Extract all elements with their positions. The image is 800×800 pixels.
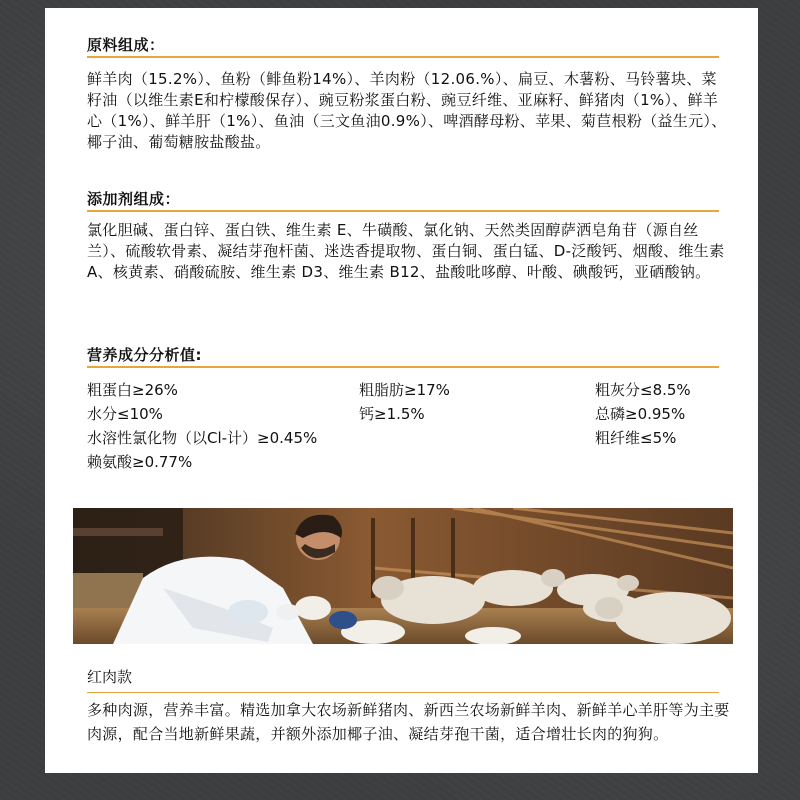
nutrition-row	[87, 403, 737, 425]
additives-text: 氯化胆碱、蛋白锌、蛋白铁、维生素 E、牛磺酸、氯化钠、天然类固醇萨洒皂角苷（源自丝兰）、硫酸软骨素、凝结芽孢杆菌、迷迭香提取物、蛋白铜、蛋白锰、D-泛酸钙、烟酸、维生素A、核黄素、硝酸硫胺、维生素 D3、维生素 B12、盐酸吡哆醇、叶酸、碘酸钙，亚硒酸钠。	[87, 221, 725, 281]
nutrition-cell: 赖氨酸≥0.77%	[87, 453, 193, 471]
nutrition-cell: 粗纤维≤5%	[595, 429, 677, 447]
nutrition-row	[87, 427, 737, 449]
nutrition-title: 营养成分分析值:	[87, 346, 202, 364]
nutrition-rule	[87, 366, 719, 368]
nutrition-row	[87, 379, 737, 401]
additives-rule	[87, 210, 719, 212]
vet-with-sheep-photo	[73, 508, 733, 644]
nutrition-cell: 粗灰分≤8.5%	[595, 381, 691, 399]
nutrition-cell: 钙≥1.5%	[359, 405, 425, 423]
red-meat-text: 多种肉源，营养丰富。精选加拿大农场新鲜猪肉、新西兰农场新鲜羊肉、新鲜羊心羊肝等为主要肉源，配合当地新鲜果蔬，并额外添加椰子油、凝结芽孢干菌，适合增壮长肉的狗狗。	[87, 701, 730, 743]
nutrition-row	[87, 451, 737, 473]
additives-title: 添加剂组成：	[87, 190, 181, 208]
nutrition-cell: 水溶性氯化物（以Cl-计）≥0.45%	[87, 429, 318, 447]
red-meat-rule	[87, 692, 719, 693]
nutrition-cell: 水分≤10%	[87, 405, 163, 423]
nutrition-cell: 粗脂肪≥17%	[359, 381, 450, 399]
ingredients-title: 原料组成：	[87, 36, 165, 54]
content-card	[45, 8, 758, 773]
ingredients-text: 鲜羊肉（15.2%）、鱼粉（鲱鱼粉14%）、羊肉粉（12.06.%）、扁豆、木薯粉、马铃薯块、菜籽油（以维生素E和柠檬酸保存）、豌豆粉浆蛋白粉、豌豆纤维、亚麻籽、鲜猪肉（1%）、鲜羊心（1%）、鲜羊肝（1%）、鱼油（三文鱼油0.9%）、啤酒酵母粉、苹果、菊苣根粉（益生元）、椰子油、葡萄糖胺盐酸盐。	[87, 70, 727, 151]
nutrition-cell: 总磷≥0.95%	[595, 405, 686, 423]
red-meat-title: 红肉款	[87, 668, 133, 686]
nutrition-cell: 粗蛋白≥26%	[87, 381, 178, 399]
ingredients-rule	[87, 56, 719, 58]
